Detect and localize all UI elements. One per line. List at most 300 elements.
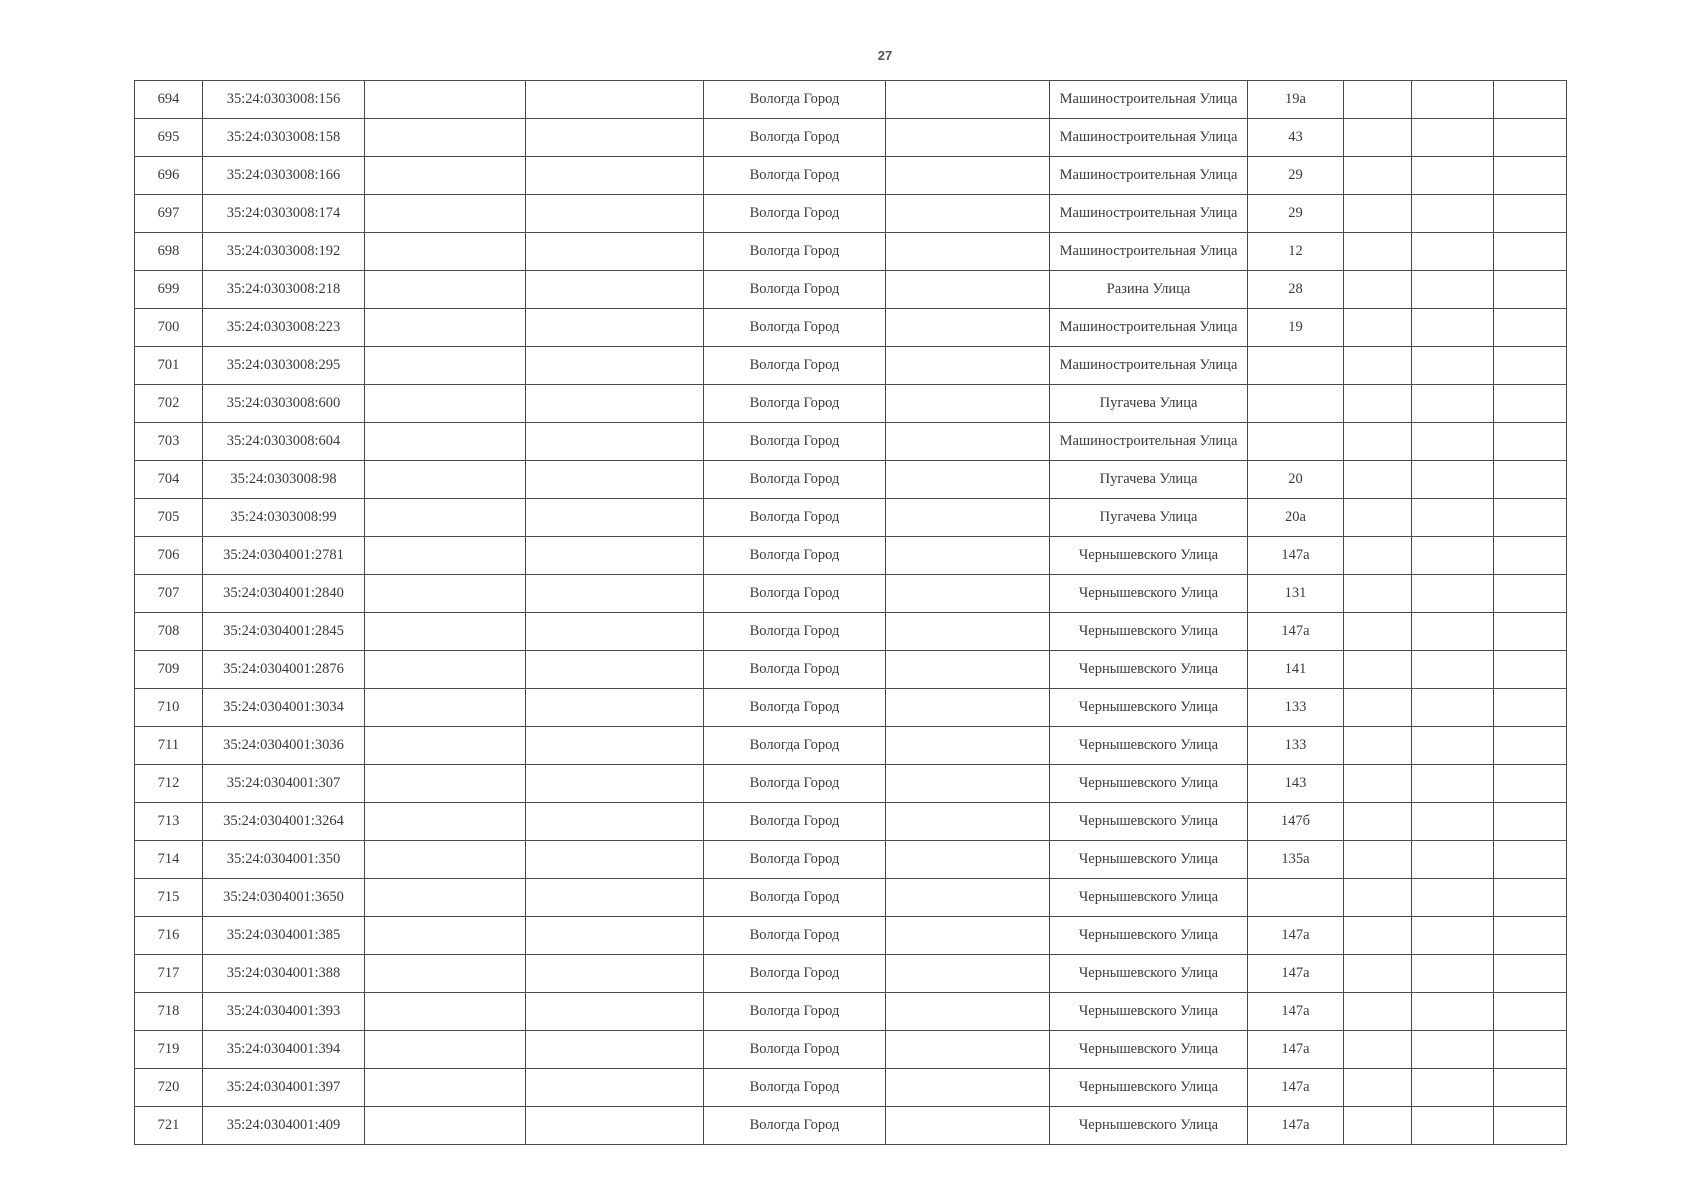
city-cell: Вологда Город [704,689,886,727]
empty-cell [526,765,704,803]
city-cell: Вологда Город [704,1107,886,1145]
cadastral-number-cell: 35:24:0303008:218 [203,271,365,309]
empty-cell [1344,499,1412,537]
empty-cell [526,271,704,309]
empty-cell [1494,157,1567,195]
empty-cell [1412,613,1494,651]
empty-cell [526,81,704,119]
empty-cell [365,1107,526,1145]
empty-cell [1494,993,1567,1031]
street-cell: Пугачева Улица [1050,461,1248,499]
empty-cell [1494,1069,1567,1107]
cadastral-number-cell: 35:24:0304001:393 [203,993,365,1031]
city-cell: Вологда Город [704,119,886,157]
row-number-cell: 710 [135,689,203,727]
empty-cell [365,423,526,461]
empty-cell [1412,651,1494,689]
street-cell: Машиностроительная Улица [1050,195,1248,233]
row-number-cell: 696 [135,157,203,195]
city-cell: Вологда Город [704,955,886,993]
empty-cell [1344,537,1412,575]
street-cell: Чернышевского Улица [1050,955,1248,993]
empty-cell [1412,233,1494,271]
empty-cell [1494,81,1567,119]
cadastral-number-cell: 35:24:0304001:385 [203,917,365,955]
empty-cell [1412,499,1494,537]
empty-cell [886,233,1050,271]
empty-cell [365,613,526,651]
house-number-cell: 147а [1248,1107,1344,1145]
street-cell: Машиностроительная Улица [1050,347,1248,385]
street-cell: Машиностроительная Улица [1050,233,1248,271]
street-cell: Чернышевского Улица [1050,537,1248,575]
street-cell: Чернышевского Улица [1050,1069,1248,1107]
empty-cell [886,917,1050,955]
empty-cell [1412,841,1494,879]
empty-cell [886,651,1050,689]
house-number-cell: 20а [1248,499,1344,537]
table-row [135,309,1567,347]
empty-cell [1412,1107,1494,1145]
street-cell: Чернышевского Улица [1050,727,1248,765]
table-row [135,613,1567,651]
house-number-cell: 135а [1248,841,1344,879]
cadastral-number-cell: 35:24:0304001:388 [203,955,365,993]
empty-cell [1412,727,1494,765]
empty-cell [365,461,526,499]
empty-cell [365,195,526,233]
empty-cell [1494,879,1567,917]
empty-cell [1494,309,1567,347]
empty-cell [1344,1069,1412,1107]
empty-cell [1344,157,1412,195]
empty-cell [1494,575,1567,613]
empty-cell [886,1069,1050,1107]
empty-cell [886,841,1050,879]
table-row [135,195,1567,233]
empty-cell [526,385,704,423]
city-cell: Вологда Город [704,271,886,309]
empty-cell [886,195,1050,233]
empty-cell [526,119,704,157]
city-cell: Вологда Город [704,195,886,233]
house-number-cell: 29 [1248,157,1344,195]
empty-cell [886,575,1050,613]
table-row [135,993,1567,1031]
city-cell: Вологда Город [704,81,886,119]
street-cell: Чернышевского Улица [1050,993,1248,1031]
empty-cell [1494,613,1567,651]
table-row [135,385,1567,423]
cadastral-number-cell: 35:24:0304001:3036 [203,727,365,765]
empty-cell [886,1107,1050,1145]
empty-cell [1494,689,1567,727]
empty-cell [1412,195,1494,233]
table-row [135,651,1567,689]
cadastral-number-cell: 35:24:0303008:600 [203,385,365,423]
house-number-cell: 147а [1248,993,1344,1031]
empty-cell [886,81,1050,119]
cadastral-number-cell: 35:24:0304001:3650 [203,879,365,917]
row-number-cell: 701 [135,347,203,385]
page-number: 27 [877,48,893,63]
empty-cell [1494,651,1567,689]
empty-cell [1344,955,1412,993]
table-row [135,689,1567,727]
empty-cell [1494,955,1567,993]
empty-cell [1412,765,1494,803]
house-number-cell [1248,347,1344,385]
house-number-cell: 147а [1248,613,1344,651]
cadastral-number-cell: 35:24:0303008:158 [203,119,365,157]
empty-cell [886,1031,1050,1069]
empty-cell [365,1069,526,1107]
house-number-cell: 143 [1248,765,1344,803]
cadastral-number-cell: 35:24:0303008:295 [203,347,365,385]
empty-cell [526,841,704,879]
empty-cell [1344,271,1412,309]
empty-cell [526,689,704,727]
city-cell: Вологда Город [704,765,886,803]
row-number-cell: 720 [135,1069,203,1107]
table-row [135,841,1567,879]
empty-cell [365,993,526,1031]
empty-cell [526,917,704,955]
row-number-cell: 707 [135,575,203,613]
street-cell: Чернышевского Улица [1050,841,1248,879]
street-cell: Чернышевского Улица [1050,651,1248,689]
empty-cell [365,157,526,195]
empty-cell [1344,233,1412,271]
empty-cell [1344,309,1412,347]
empty-cell [365,347,526,385]
street-cell: Чернышевского Улица [1050,917,1248,955]
table-row [135,803,1567,841]
empty-cell [886,765,1050,803]
house-number-cell: 19 [1248,309,1344,347]
empty-cell [1494,119,1567,157]
empty-cell [886,689,1050,727]
house-number-cell: 19а [1248,81,1344,119]
table-row [135,1069,1567,1107]
empty-cell [1344,195,1412,233]
empty-cell [1494,917,1567,955]
empty-cell [365,81,526,119]
empty-cell [526,1031,704,1069]
city-cell: Вологда Город [704,499,886,537]
empty-cell [365,689,526,727]
table-row [135,879,1567,917]
table-row [135,423,1567,461]
empty-cell [1412,1069,1494,1107]
empty-cell [1344,765,1412,803]
house-number-cell: 20 [1248,461,1344,499]
empty-cell [1412,1031,1494,1069]
empty-cell [886,271,1050,309]
cadastral-number-cell: 35:24:0304001:397 [203,1069,365,1107]
house-number-cell: 29 [1248,195,1344,233]
row-number-cell: 716 [135,917,203,955]
city-cell: Вологда Город [704,841,886,879]
empty-cell [1412,385,1494,423]
city-cell: Вологда Город [704,385,886,423]
empty-cell [1344,385,1412,423]
row-number-cell: 700 [135,309,203,347]
cadastral-number-cell: 35:24:0303008:156 [203,81,365,119]
empty-cell [886,499,1050,537]
empty-cell [1344,993,1412,1031]
table-row [135,765,1567,803]
empty-cell [1494,499,1567,537]
empty-cell [1494,841,1567,879]
cadastral-number-cell: 35:24:0304001:307 [203,765,365,803]
empty-cell [526,423,704,461]
table-row [135,575,1567,613]
street-cell: Пугачева Улица [1050,499,1248,537]
row-number-cell: 699 [135,271,203,309]
empty-cell [526,309,704,347]
empty-cell [1412,803,1494,841]
cadastral-number-cell: 35:24:0303008:604 [203,423,365,461]
house-number-cell [1248,385,1344,423]
city-cell: Вологда Город [704,803,886,841]
city-cell: Вологда Город [704,575,886,613]
house-number-cell: 12 [1248,233,1344,271]
house-number-cell: 147а [1248,955,1344,993]
empty-cell [1412,993,1494,1031]
city-cell: Вологда Город [704,651,886,689]
empty-cell [1412,119,1494,157]
cadastral-number-cell: 35:24:0304001:409 [203,1107,365,1145]
cadastral-number-cell: 35:24:0304001:394 [203,1031,365,1069]
empty-cell [1412,157,1494,195]
empty-cell [1494,803,1567,841]
empty-cell [1344,423,1412,461]
cadastral-number-cell: 35:24:0304001:2876 [203,651,365,689]
empty-cell [526,157,704,195]
empty-cell [1494,385,1567,423]
street-cell: Машиностроительная Улица [1050,423,1248,461]
empty-cell [886,727,1050,765]
empty-cell [1494,461,1567,499]
empty-cell [886,613,1050,651]
street-cell: Машиностроительная Улица [1050,157,1248,195]
empty-cell [365,575,526,613]
cadastral-number-cell: 35:24:0304001:2781 [203,537,365,575]
empty-cell [365,651,526,689]
empty-cell [1494,347,1567,385]
house-number-cell: 147а [1248,1069,1344,1107]
empty-cell [365,917,526,955]
street-cell: Машиностроительная Улица [1050,119,1248,157]
empty-cell [1412,575,1494,613]
empty-cell [1344,461,1412,499]
empty-cell [886,955,1050,993]
empty-cell [526,1069,704,1107]
empty-cell [526,461,704,499]
empty-cell [1494,727,1567,765]
empty-cell [1412,461,1494,499]
cadastral-number-cell: 35:24:0304001:2840 [203,575,365,613]
row-number-cell: 694 [135,81,203,119]
city-cell: Вологда Город [704,993,886,1031]
house-number-cell: 147а [1248,1031,1344,1069]
table-row [135,271,1567,309]
house-number-cell: 147б [1248,803,1344,841]
table-row [135,233,1567,271]
table-row [135,1031,1567,1069]
table-row [135,157,1567,195]
empty-cell [365,309,526,347]
empty-cell [1344,81,1412,119]
empty-cell [1412,879,1494,917]
row-number-cell: 719 [135,1031,203,1069]
empty-cell [886,119,1050,157]
street-cell: Разина Улица [1050,271,1248,309]
table-row [135,119,1567,157]
row-number-cell: 712 [135,765,203,803]
street-cell: Чернышевского Улица [1050,1031,1248,1069]
empty-cell [526,727,704,765]
table-row [135,537,1567,575]
empty-cell [526,575,704,613]
cadastral-number-cell: 35:24:0303008:192 [203,233,365,271]
empty-cell [1494,233,1567,271]
city-cell: Вологда Город [704,727,886,765]
city-cell: Вологда Город [704,157,886,195]
empty-cell [365,879,526,917]
house-number-cell: 28 [1248,271,1344,309]
empty-cell [1344,879,1412,917]
empty-cell [886,461,1050,499]
empty-cell [1344,651,1412,689]
table-row [135,727,1567,765]
empty-cell [1344,1031,1412,1069]
empty-cell [526,499,704,537]
empty-cell [886,537,1050,575]
empty-cell [886,993,1050,1031]
empty-cell [1412,537,1494,575]
row-number-cell: 711 [135,727,203,765]
empty-cell [526,613,704,651]
house-number-cell: 133 [1248,689,1344,727]
house-number-cell: 131 [1248,575,1344,613]
register-table [134,80,1567,1145]
empty-cell [365,385,526,423]
empty-cell [365,499,526,537]
empty-cell [1344,119,1412,157]
empty-cell [1494,271,1567,309]
row-number-cell: 698 [135,233,203,271]
empty-cell [1494,1107,1567,1145]
city-cell: Вологда Город [704,309,886,347]
city-cell: Вологда Город [704,1069,886,1107]
empty-cell [1412,309,1494,347]
empty-cell [1412,423,1494,461]
row-number-cell: 718 [135,993,203,1031]
table-row [135,499,1567,537]
empty-cell [365,537,526,575]
empty-cell [886,157,1050,195]
street-cell: Чернышевского Улица [1050,575,1248,613]
empty-cell [1412,955,1494,993]
row-number-cell: 708 [135,613,203,651]
house-number-cell: 43 [1248,119,1344,157]
empty-cell [1412,271,1494,309]
street-cell: Машиностроительная Улица [1050,309,1248,347]
empty-cell [1494,765,1567,803]
cadastral-number-cell: 35:24:0303008:99 [203,499,365,537]
row-number-cell: 715 [135,879,203,917]
street-cell: Чернышевского Улица [1050,613,1248,651]
empty-cell [1344,727,1412,765]
empty-cell [1344,841,1412,879]
house-number-cell: 141 [1248,651,1344,689]
street-cell: Чернышевского Улица [1050,879,1248,917]
empty-cell [526,803,704,841]
empty-cell [1344,575,1412,613]
city-cell: Вологда Город [704,233,886,271]
row-number-cell: 703 [135,423,203,461]
empty-cell [365,803,526,841]
empty-cell [886,879,1050,917]
street-cell: Машиностроительная Улица [1050,81,1248,119]
empty-cell [1494,537,1567,575]
cadastral-number-cell: 35:24:0303008:223 [203,309,365,347]
cadastral-number-cell: 35:24:0304001:3264 [203,803,365,841]
city-cell: Вологда Город [704,347,886,385]
empty-cell [1344,689,1412,727]
row-number-cell: 717 [135,955,203,993]
cadastral-number-cell: 35:24:0304001:2845 [203,613,365,651]
row-number-cell: 713 [135,803,203,841]
city-cell: Вологда Город [704,1031,886,1069]
cadastral-number-cell: 35:24:0304001:3034 [203,689,365,727]
cadastral-number-cell: 35:24:0303008:98 [203,461,365,499]
empty-cell [365,1031,526,1069]
street-cell: Чернышевского Улица [1050,765,1248,803]
empty-cell [886,803,1050,841]
table-row [135,461,1567,499]
empty-cell [526,195,704,233]
empty-cell [1494,195,1567,233]
row-number-cell: 702 [135,385,203,423]
empty-cell [1344,347,1412,385]
row-number-cell: 704 [135,461,203,499]
table-row [135,955,1567,993]
house-number-cell: 133 [1248,727,1344,765]
row-number-cell: 695 [135,119,203,157]
empty-cell [1344,1107,1412,1145]
empty-cell [886,347,1050,385]
empty-cell [1412,347,1494,385]
empty-cell [526,537,704,575]
register-table-body [135,81,1567,1145]
house-number-cell: 147а [1248,917,1344,955]
empty-cell [1494,423,1567,461]
street-cell: Чернышевского Улица [1050,689,1248,727]
row-number-cell: 697 [135,195,203,233]
empty-cell [526,993,704,1031]
empty-cell [1412,81,1494,119]
house-number-cell [1248,423,1344,461]
empty-cell [1344,613,1412,651]
empty-cell [526,879,704,917]
table-row [135,347,1567,385]
empty-cell [365,841,526,879]
empty-cell [365,955,526,993]
empty-cell [1412,917,1494,955]
